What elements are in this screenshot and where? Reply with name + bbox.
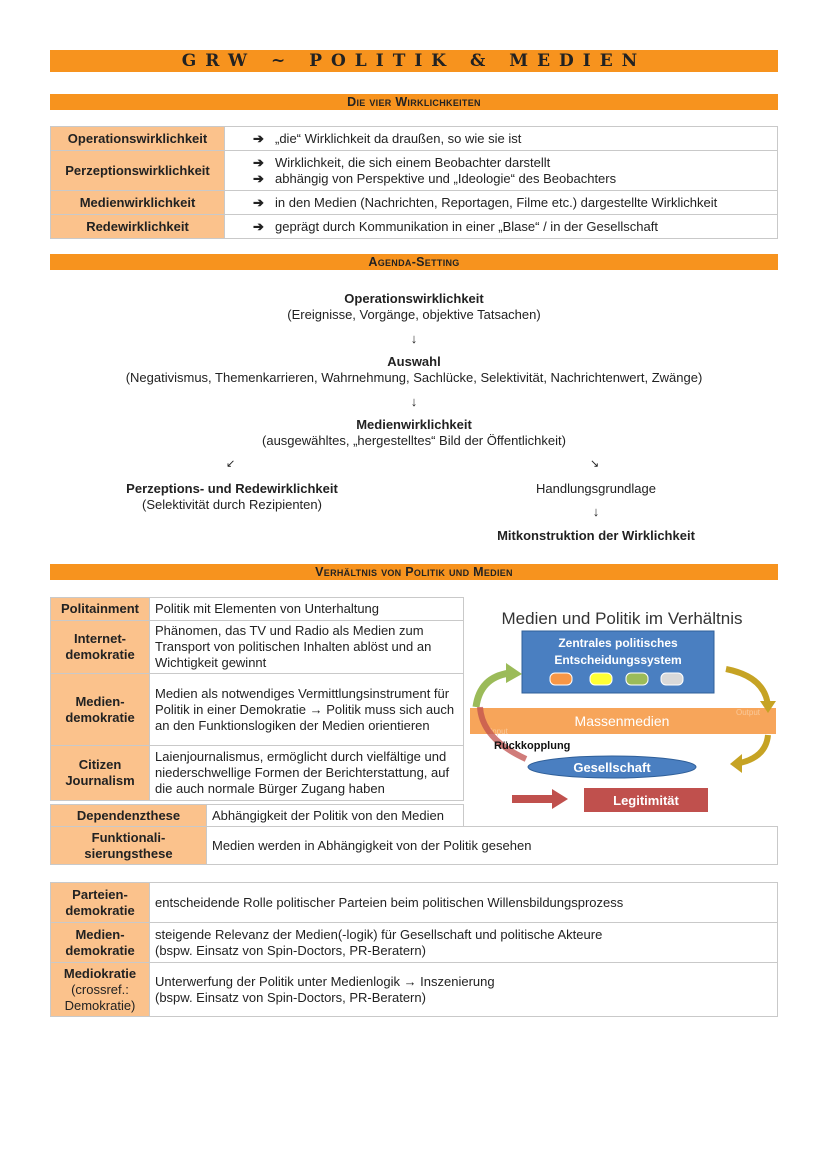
arrow-right-icon: ➔ <box>253 218 264 234</box>
flow-step3-sub: (ausgewähltes, „hergestelltes“ Bild der Öffentlichkeit) <box>262 433 566 448</box>
flow-step2-title: Auswahl <box>387 354 441 369</box>
arrow-right-icon: ➔ <box>253 130 264 146</box>
table-row <box>51 883 778 923</box>
section-title-wirklichkeiten: Die vier Wirklichkeiten <box>50 94 778 110</box>
medien-politik-diagram <box>470 597 780 819</box>
row-text: steigende Relevanz der Medien(-logik) für Gesellschaft und politische Akteure (bspw. Einsatz von Spin-Doctors, PR-Beratern) <box>150 923 778 963</box>
flow-right-text: Handlungsgrundlage <box>536 481 656 496</box>
table-row <box>51 191 778 215</box>
political-system-line1: Zentrales politisches <box>558 636 678 650</box>
table-row <box>51 598 464 621</box>
row-label: Funktionali-sierungsthese <box>51 827 207 865</box>
row-label: Medien-demokratie <box>51 923 150 963</box>
demokratie-table <box>50 882 778 1017</box>
table-row <box>51 827 778 865</box>
page-title: GRW ~ POLITIK & MEDIEN <box>50 50 778 72</box>
arrow-right-icon: ➔ <box>253 154 264 170</box>
section-title-politik-medien: Verhältnis von Politik und Medien <box>50 564 778 580</box>
row-text: Politik mit Elementen von Unterhaltung <box>150 598 464 621</box>
arrow-right-icon: ➔ <box>253 194 264 210</box>
legitimitaet-label: Legitimität <box>613 793 679 808</box>
input-arrow-icon <box>476 673 510 707</box>
table-row <box>51 963 778 1017</box>
row-text: ➔ in den Medien (Nachrichten, Reportagen, Filme etc.) dargestellte Wirklichkeit <box>225 191 778 215</box>
row-text: entscheidende Rolle politischer Parteien beim politischen Willensbildungsprozess <box>150 883 778 923</box>
row-label: Medien-demokratie <box>51 674 150 746</box>
row-text: Unterwerfung der Politik unter Medienlogik → Inszenierung (bspw. Einsatz von Spin-Doctors, PR-Beratern) <box>150 963 778 1017</box>
input-faint-label: Input <box>490 727 508 736</box>
cylinder-orange-icon <box>550 673 572 685</box>
row-text: Laienjournalismus, ermöglicht durch vielfältige und niederschwellige Formen der Berichterstattung, auf die auch normale Bürger Zugang haben <box>150 746 464 801</box>
flow-step1-sub: (Ereignisse, Vorgänge, objektive Tatsachen) <box>287 307 541 322</box>
table-row <box>51 674 464 746</box>
arrow-right-icon: ➔ <box>253 170 264 186</box>
table-row <box>51 923 778 963</box>
row-label: Medienwirklichkeit <box>51 191 225 215</box>
row-label: Redewirklichkeit <box>51 215 225 239</box>
row-label: Internet-demokratie <box>51 621 150 674</box>
row-text: Phänomen, das TV und Radio als Medien zum Transport von politischen Inhalten ablöst und an Wichtigkeit gewinnt <box>150 621 464 674</box>
flow-step1-title: Operationswirklichkeit <box>344 291 484 306</box>
feedback-label: Rückkopplung <box>494 740 571 752</box>
gesellschaft-label: Gesellschaft <box>573 760 651 775</box>
cylinder-yellow-icon <box>590 673 612 685</box>
row-text: Medien als notwendiges Vermittlungsinstrument für Politik in einer Demokratie → Politik muss sich auch an den Funktionslogiken der Medien orientieren <box>150 674 464 746</box>
wirklichkeiten-table <box>50 126 778 239</box>
row-label: Politainment <box>51 598 150 621</box>
diagonal-left-arrow-icon: ↙ <box>226 458 236 470</box>
row-label: Dependenzthese <box>51 805 207 827</box>
down-arrow-icon: ↓ <box>592 504 600 519</box>
row-text: ➔ geprägt durch Kommunikation in einer „Blase“ / in der Gesellschaft <box>225 215 778 239</box>
output-faint-label: Output <box>736 708 761 717</box>
politik-medien-table <box>50 597 464 801</box>
row-text: Abhängigkeit der Politik von den Medien <box>207 805 464 827</box>
flow-step2-sub: (Negativismus, Themenkarrieren, Wahrnehmung, Sachlücke, Selektivität, Nachrichtenwert, Zwänge) <box>125 370 703 385</box>
row-label: Perzeptionswirklichkeit <box>51 151 225 191</box>
political-system-line2: Entscheidungssystem <box>554 653 682 667</box>
table-row <box>51 151 778 191</box>
row-text: ➔ „die“ Wirklichkeit da draußen, so wie sie ist <box>225 127 778 151</box>
row-label: Citizen Journalism <box>51 746 150 801</box>
row-label: Mediokratie (crossref.: Demokratie) <box>51 963 150 1017</box>
massenmedien-label: Massenmedien <box>574 713 670 729</box>
flow-step3-title: Medienwirklichkeit <box>356 417 472 432</box>
row-text: Medien werden in Abhängigkeit von der Politik gesehen <box>207 827 778 865</box>
cylinder-green-icon <box>626 673 648 685</box>
flow-left-sub: (Selektivität durch Rezipienten) <box>142 497 322 512</box>
table-row <box>51 127 778 151</box>
row-text: ➔ Wirklichkeit, die sich einem Beobachter darstellt ➔ abhängig von Perspektive und „Ideologie“ des Beobachters <box>225 151 778 191</box>
down-arrow-icon: ↓ <box>410 331 418 346</box>
row-label: Operationswirklichkeit <box>51 127 225 151</box>
section-title-agenda-setting: Agenda-Setting <box>50 254 778 270</box>
table-row <box>51 746 464 801</box>
diagonal-right-arrow-icon: ↘ <box>590 458 600 470</box>
flow-right-title: Mitkonstruktion der Wirklichkeit <box>497 528 695 543</box>
output-arrow-bottom-icon <box>740 735 768 763</box>
row-label: Parteien-demokratie <box>51 883 150 923</box>
cylinder-grey-icon <box>661 673 683 685</box>
diagram-title: Medien und Politik im Verhältnis <box>501 609 743 628</box>
legitimacy-arrow-icon <box>512 795 552 803</box>
table-row <box>51 215 778 239</box>
flow-left-title: Perzeptions- und Redewirklichkeit <box>126 481 338 496</box>
table-row <box>51 621 464 674</box>
down-arrow-icon: ↓ <box>410 394 418 409</box>
